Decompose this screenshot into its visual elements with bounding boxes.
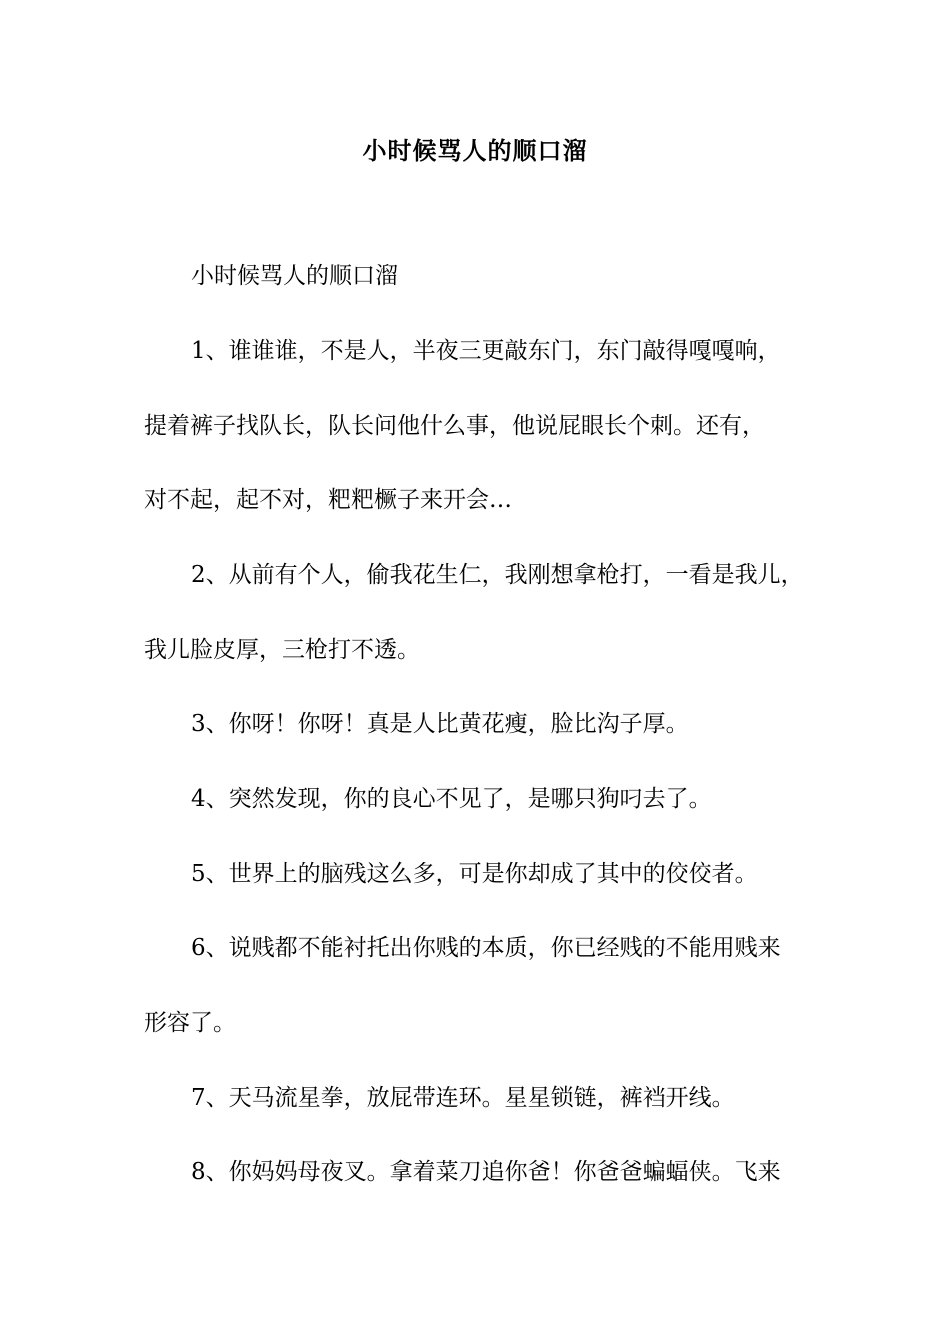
text-line-9: 6、说贱都不能衬托出你贱的本质，你已经贱的不能用贱来	[191, 935, 781, 961]
text-line-3: 对不起，起不对，粑粑橛子来开会…	[144, 487, 512, 513]
text-line-4: 2、从前有个人，偷我花生仁，我刚想拿枪打，一看是我儿，	[191, 562, 804, 588]
text-line-7: 4、突然发现，你的良心不见了，是哪只狗叼去了。	[191, 786, 712, 812]
subtitle-line: 小时候骂人的顺口溜	[191, 263, 398, 289]
text-line-10: 形容了。	[144, 1010, 236, 1036]
text-line-5: 我儿脸皮厚，三枪打不透。	[144, 637, 420, 663]
document-title: 小时候骂人的顺口溜	[362, 136, 588, 165]
text-line-8: 5、世界上的脑残这么多，可是你却成了其中的佼佼者。	[191, 861, 758, 887]
text-line-2: 提着裤子找队长，队长问他什么事，他说屁眼长个刺。还有，	[144, 413, 765, 439]
text-line-12: 8、你妈妈母夜叉。拿着菜刀追你爸！你爸爸蝙蝠侠。飞来	[191, 1159, 781, 1185]
text-line-1: 1、谁谁谁，不是人，半夜三更敲东门，东门敲得嘎嘎响，	[191, 338, 781, 364]
text-line-6: 3、你呀！你呀！真是人比黄花瘦，脸比沟子厚。	[191, 711, 689, 737]
text-line-11: 7、天马流星拳，放屁带连环。星星锁链，裤裆开线。	[191, 1085, 735, 1111]
